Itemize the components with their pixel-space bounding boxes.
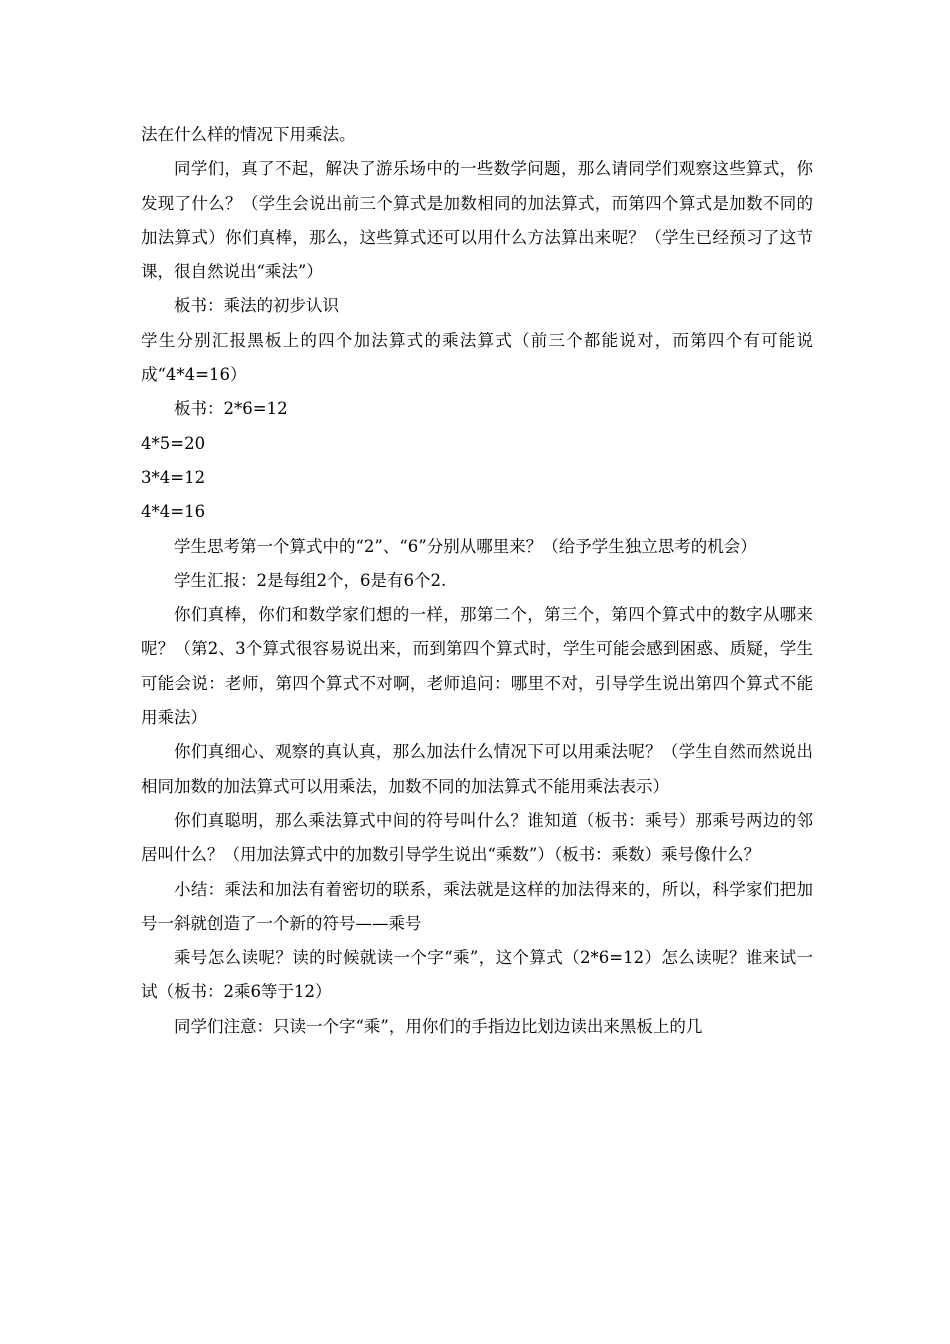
formula-line: 3*4=12	[141, 467, 206, 487]
paragraph: 你们真棒，你们和数学家们想的一样，那第二个，第三个，第四个算式中的数字从哪来呢？（第2、3个算式很容易说出来，而到第四个算式时，学生可能会感到困惑、质疑，学生可能会说：老师，第四个算式不对啊，老师追问：哪里不对，引导学生说出第四个算式不能用乘法）	[141, 605, 813, 728]
paragraph: 你们真聪明，那么乘法算式中间的符号叫什么？谁知道（板书：乘号）那乘号两边的邻居叫什么？（用加法算式中的加数引导学生说出“乘数”）（板书：乘数）乘号像什么？	[141, 810, 813, 865]
paragraph: 同学们注意：只读一个字“乘”，用你们的手指边比划边读出来黑板上的几	[174, 1016, 703, 1036]
paragraph: 小结：乘法和加法有着密切的联系，乘法就是这样的加法得来的，所以，科学家们把加号一斜就创造了一个新的符号——乘号	[141, 879, 813, 933]
paragraph: 乘号怎么读呢？读的时候就读一个字“乘”，这个算式（2*6=12）怎么读呢？谁来试一试（板书：2乘6等于12）	[141, 948, 813, 1002]
document-body	[141, 118, 813, 1044]
paragraph: 法在什么样的情况下用乘法。	[141, 125, 356, 144]
paragraph: 学生汇报：2是每组2个，6是有6个2.	[174, 570, 447, 590]
paragraph: 学生分别汇报黑板上的四个加法算式的乘法算式（前三个都能说对，而第四个有可能说成“4*4=16）	[141, 330, 813, 385]
formula-line: 4*4=16	[141, 502, 206, 522]
paragraph: 你们真细心、观察的真认真，那么加法什么情况下可以用乘法呢？（学生自然而然说出相同加数的加法算式可以用乘法，加数不同的加法算式不能用乘法表示）	[141, 742, 813, 796]
paragraph: 学生思考第一个算式中的“2”、“6”分别从哪里来？（给予学生独立思考的机会）	[174, 536, 757, 556]
board-heading: 板书：乘法的初步认识	[174, 296, 339, 316]
formula-line: 4*5=20	[141, 433, 206, 453]
paragraph: 同学们，真了不起，解决了游乐场中的一些数学问题，那么请同学们观察这些算式，你发现了什么？（学生会说出前三个算式是加数相同的加法算式，而第四个算式是加数不同的加法算式）你们真棒，那么，这些算式还可以用什么方法算出来呢？（学生已经预习了这节课，很自然说出“乘法”）	[141, 159, 813, 282]
formula-line: 板书：2*6=12	[174, 399, 288, 419]
